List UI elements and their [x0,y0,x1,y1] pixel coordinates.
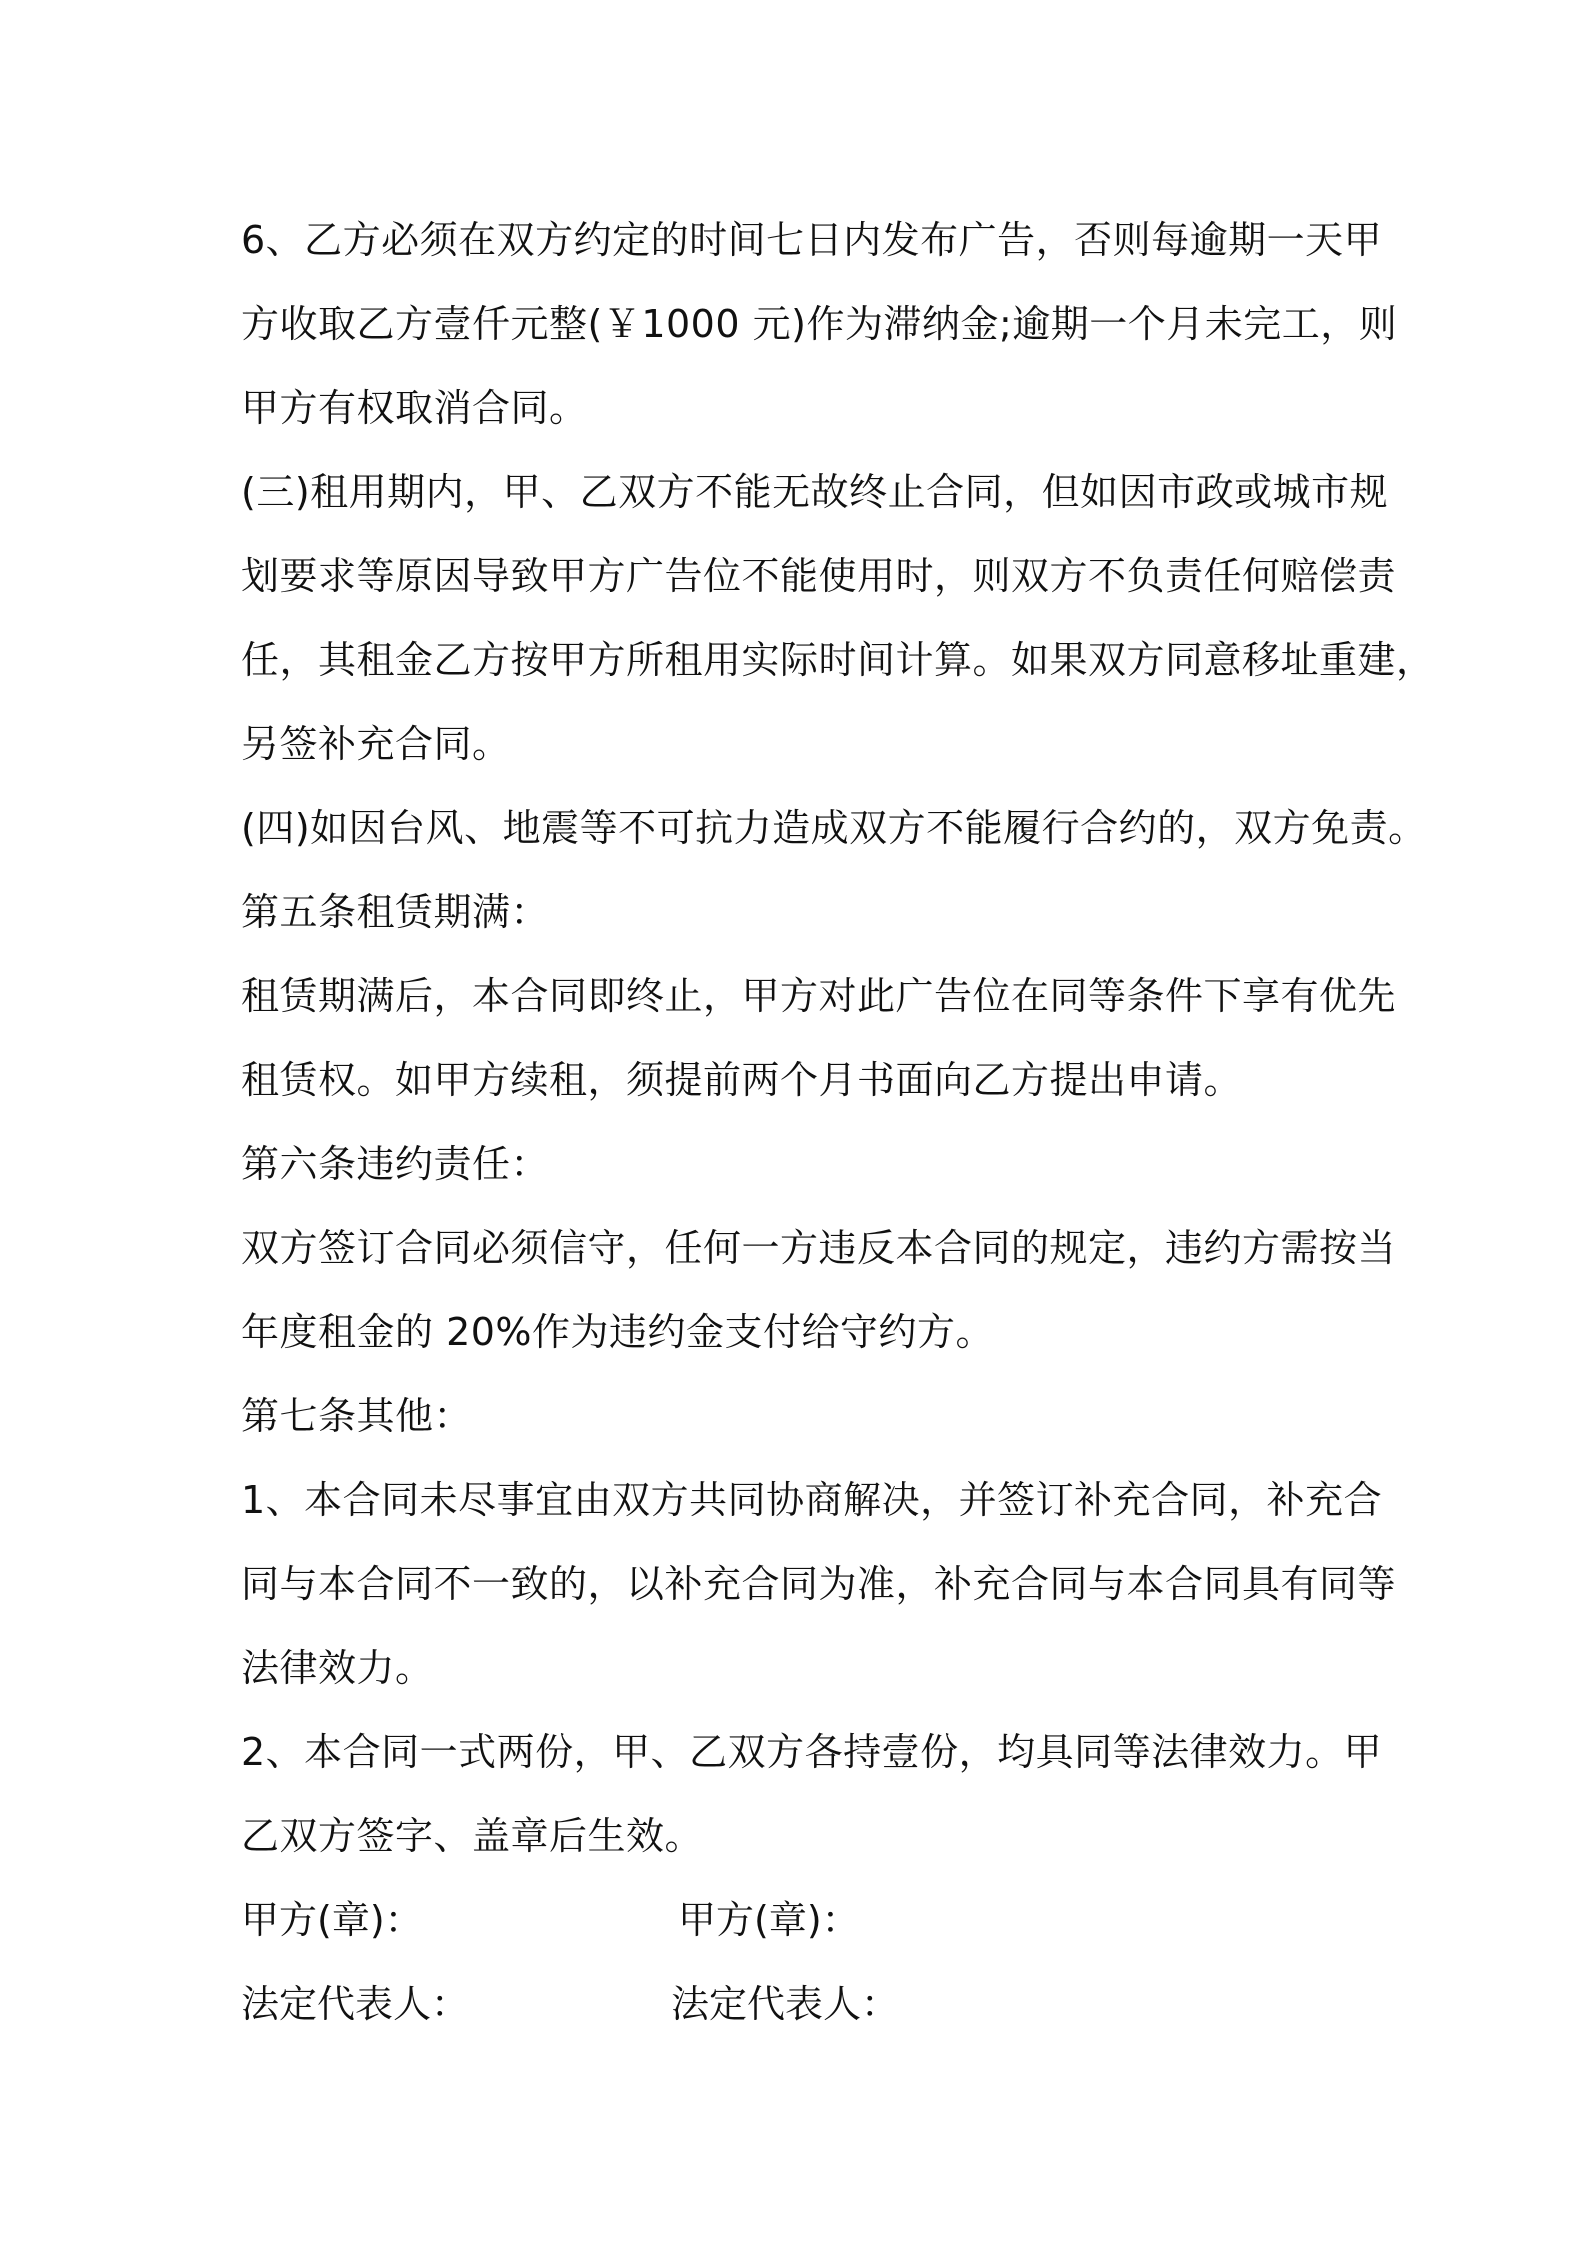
text-line: 1、本合同未尽事宜由双方共同协商解决，并签订补充合同，补充合 [241,1478,1383,1522]
text-line: 任，其租金乙方按甲方所租用实际时间计算。如果双方同意移址重建， [241,638,1435,682]
text-line: (三)租用期内，甲、乙双方不能无故终止合同，但如因市政或城市规 [241,470,1389,514]
party-b-representative-label: 法定代表人： [671,1982,900,2026]
text-line: (四)如因台风、地震等不可抗力造成双方不能履行合约的，双方免责。 [241,806,1427,850]
text-line: 法律效力。 [241,1646,434,1690]
section-heading: 第七条其他： [241,1394,473,1438]
text-line: 6、乙方必须在双方约定的时间七日内发布广告，否则每逾期一天甲 [241,218,1383,262]
text-line: 租赁权。如甲方续租，须提前两个月书面向乙方提出申请。 [241,1058,1243,1102]
text-line: 租赁期满后，本合同即终止，甲方对此广告位在同等条件下享有优先 [241,974,1397,1018]
text-line: 方收取乙方壹仟元整(￥1000 元)作为滞纳金;逾期一个月未完工，则 [241,302,1398,346]
text-line: 双方签订合同必须信守，任何一方违反本合同的规定，违约方需按当 [241,1226,1397,1270]
text-line: 另签补充合同。 [241,722,511,766]
text-line: 甲方有权取消合同。 [241,386,588,430]
text-line: 年度租金的 20%作为违约金支付给守约方。 [241,1310,995,1354]
document-body [241,198,1435,2046]
signature-rep-row [241,1962,1351,2046]
text-line: 乙双方签字、盖章后生效。 [241,1814,704,1858]
section-heading: 第五条租赁期满： [241,890,550,934]
text-line: 2、本合同一式两份，甲、乙双方各持壹份，均具同等法律效力。甲 [241,1730,1383,1774]
party-a-seal-label: 甲方(章)： [241,1898,423,1942]
text-line: 划要求等原因导致甲方广告位不能使用时，则双方不负责任何赔偿责 [241,554,1397,598]
text-line: 同与本合同不一致的，以补充合同为准，补充合同与本合同具有同等 [241,1562,1397,1606]
party-a-representative-label: 法定代表人： [241,1982,470,2026]
signature-seal-row [241,1878,1351,1962]
section-heading: 第六条违约责任： [241,1142,550,1186]
party-b-seal-label: 甲方(章)： [678,1898,860,1942]
